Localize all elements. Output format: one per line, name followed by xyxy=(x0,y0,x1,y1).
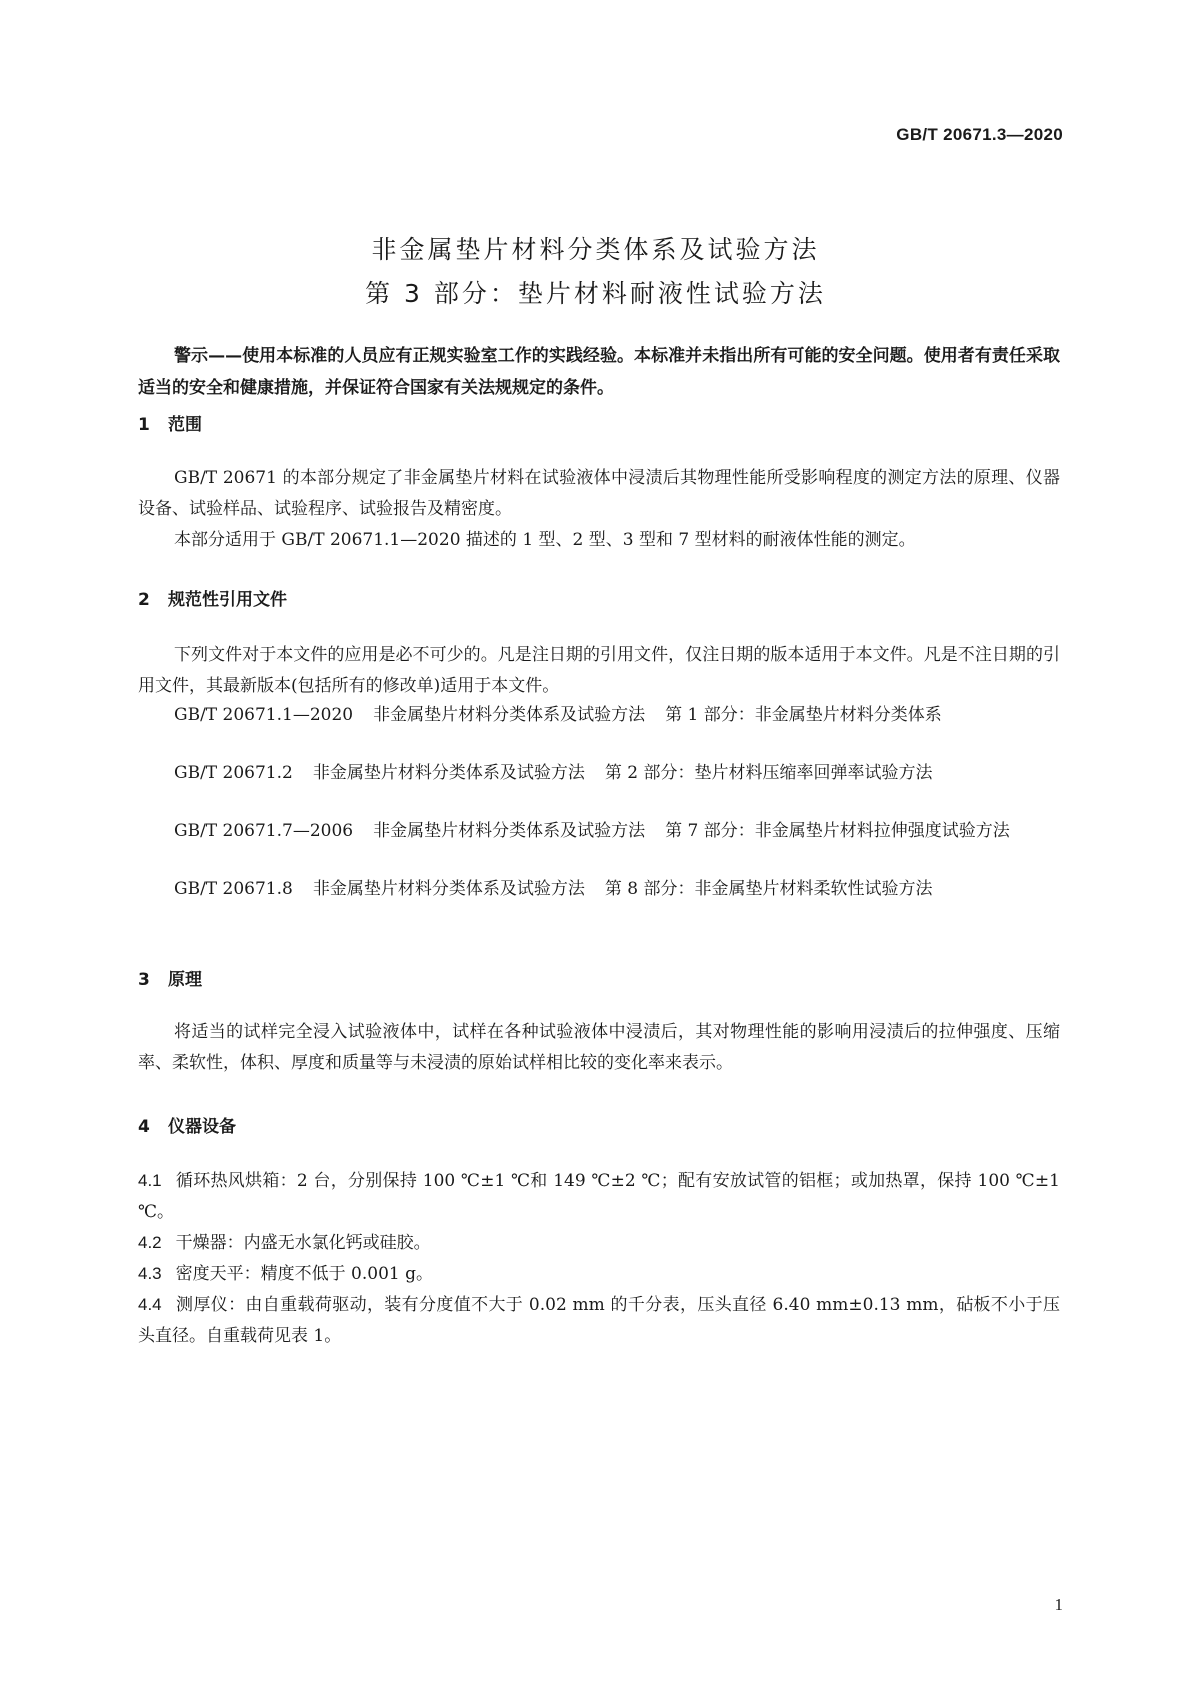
section-4-heading xyxy=(138,1112,236,1137)
section-1-paragraph-1: GB/T 20671 的本部分规定了非金属垫片材料在试验液体中浸渍后其物理性能所受影响程度的测定方法的原理、仪器设备、试验样品、试验程序、试验报告及精密度。 xyxy=(138,468,1060,519)
clause-text: 循环热风烘箱：2 台，分别保持 100 ℃±1 ℃和 149 ℃±2 ℃；配有安放试管的铝框；或加热罩，保持 100 ℃±1 ℃。 xyxy=(138,1171,1060,1222)
clause-number: 4.4 xyxy=(138,1295,162,1314)
normative-reference xyxy=(138,758,1060,789)
normative-reference xyxy=(138,874,1060,905)
section-3-heading xyxy=(138,965,202,990)
document-title-line1: 非金属垫片材料分类体系及试验方法 xyxy=(371,235,820,264)
section-number: 2 xyxy=(138,590,150,610)
section-title: 规范性引用文件 xyxy=(168,590,287,610)
page-number: 1 xyxy=(1054,1595,1063,1614)
section-title: 仪器设备 xyxy=(168,1117,236,1137)
clause-number: 4.2 xyxy=(138,1233,162,1252)
normative-reference xyxy=(138,816,1060,847)
clause-4-3 xyxy=(138,1258,1060,1290)
normative-reference xyxy=(138,700,1060,731)
section-title: 范围 xyxy=(168,415,202,435)
section-3-paragraph: 将适当的试样完全浸入试验液体中，试样在各种试验液体中浸渍后，其对物理性能的影响用浸渍后的拉伸强度、压缩率、柔软性，体积、厚度和质量等与未浸渍的原始试样相比较的变化率来表示。 xyxy=(138,1022,1060,1073)
section-1-heading xyxy=(138,410,202,435)
reference-part: 第 7 部分：非金属垫片材料拉伸强度试验方法 xyxy=(665,821,1010,841)
section-2-intro: 下列文件对于本文件的应用是必不可少的。凡是注日期的引用文件，仅注日期的版本适用于本文件。凡是不注日期的引用文件，其最新版本(包括所有的修改单)适用于本文件。 xyxy=(138,645,1060,696)
document-title-line2: 第 3 部分：垫片材料耐液性试验方法 xyxy=(365,279,826,308)
clause-number: 4.3 xyxy=(138,1264,162,1283)
clause-4-4 xyxy=(138,1289,1060,1352)
reference-part: 第 2 部分：垫片材料压缩率回弹率试验方法 xyxy=(604,763,933,783)
section-number: 1 xyxy=(138,415,150,435)
reference-code: GB/T 20671.7—2006 xyxy=(174,821,354,841)
safety-warning: 警示——使用本标准的人员应有正规实验室工作的实践经验。本标准并未指出所有可能的安全问题。使用者有责任采取适当的安全和健康措施，并保证符合国家有关法规规定的条件。 xyxy=(138,346,1060,398)
section-number: 3 xyxy=(138,970,150,990)
clause-text: 密度天平：精度不低于 0.001 g。 xyxy=(175,1264,433,1284)
reference-title: 非金属垫片材料分类体系及试验方法 xyxy=(373,821,646,841)
reference-code: GB/T 20671.1—2020 xyxy=(174,705,354,725)
reference-title: 非金属垫片材料分类体系及试验方法 xyxy=(312,763,585,783)
clause-text: 干燥器：内盛无水氯化钙或硅胶。 xyxy=(175,1233,431,1253)
section-1-paragraph-2: 本部分适用于 GB/T 20671.1—2020 描述的 1 型、2 型、3 型和 7 型材料的耐液体性能的测定。 xyxy=(174,530,916,550)
reference-part: 第 8 部分：非金属垫片材料柔软性试验方法 xyxy=(604,879,933,899)
reference-title: 非金属垫片材料分类体系及试验方法 xyxy=(312,879,585,899)
clause-number: 4.1 xyxy=(138,1171,162,1190)
clause-4-2 xyxy=(138,1227,1060,1259)
reference-code: GB/T 20671.8 xyxy=(174,879,293,899)
section-title: 原理 xyxy=(168,970,202,990)
clause-text: 测厚仪：由自重载荷驱动，装有分度值不大于 0.02 mm 的千分表，压头直径 6.40 mm±0.13 mm，砧板不小于压头直径。自重载荷见表 1。 xyxy=(138,1295,1060,1346)
section-2-heading xyxy=(138,585,287,610)
standard-code: GB/T 20671.3—2020 xyxy=(896,125,1063,144)
clause-4-1 xyxy=(138,1165,1060,1228)
reference-code: GB/T 20671.2 xyxy=(174,763,293,783)
section-number: 4 xyxy=(138,1117,150,1137)
reference-part: 第 1 部分：非金属垫片材料分类体系 xyxy=(665,705,942,725)
reference-title: 非金属垫片材料分类体系及试验方法 xyxy=(373,705,646,725)
